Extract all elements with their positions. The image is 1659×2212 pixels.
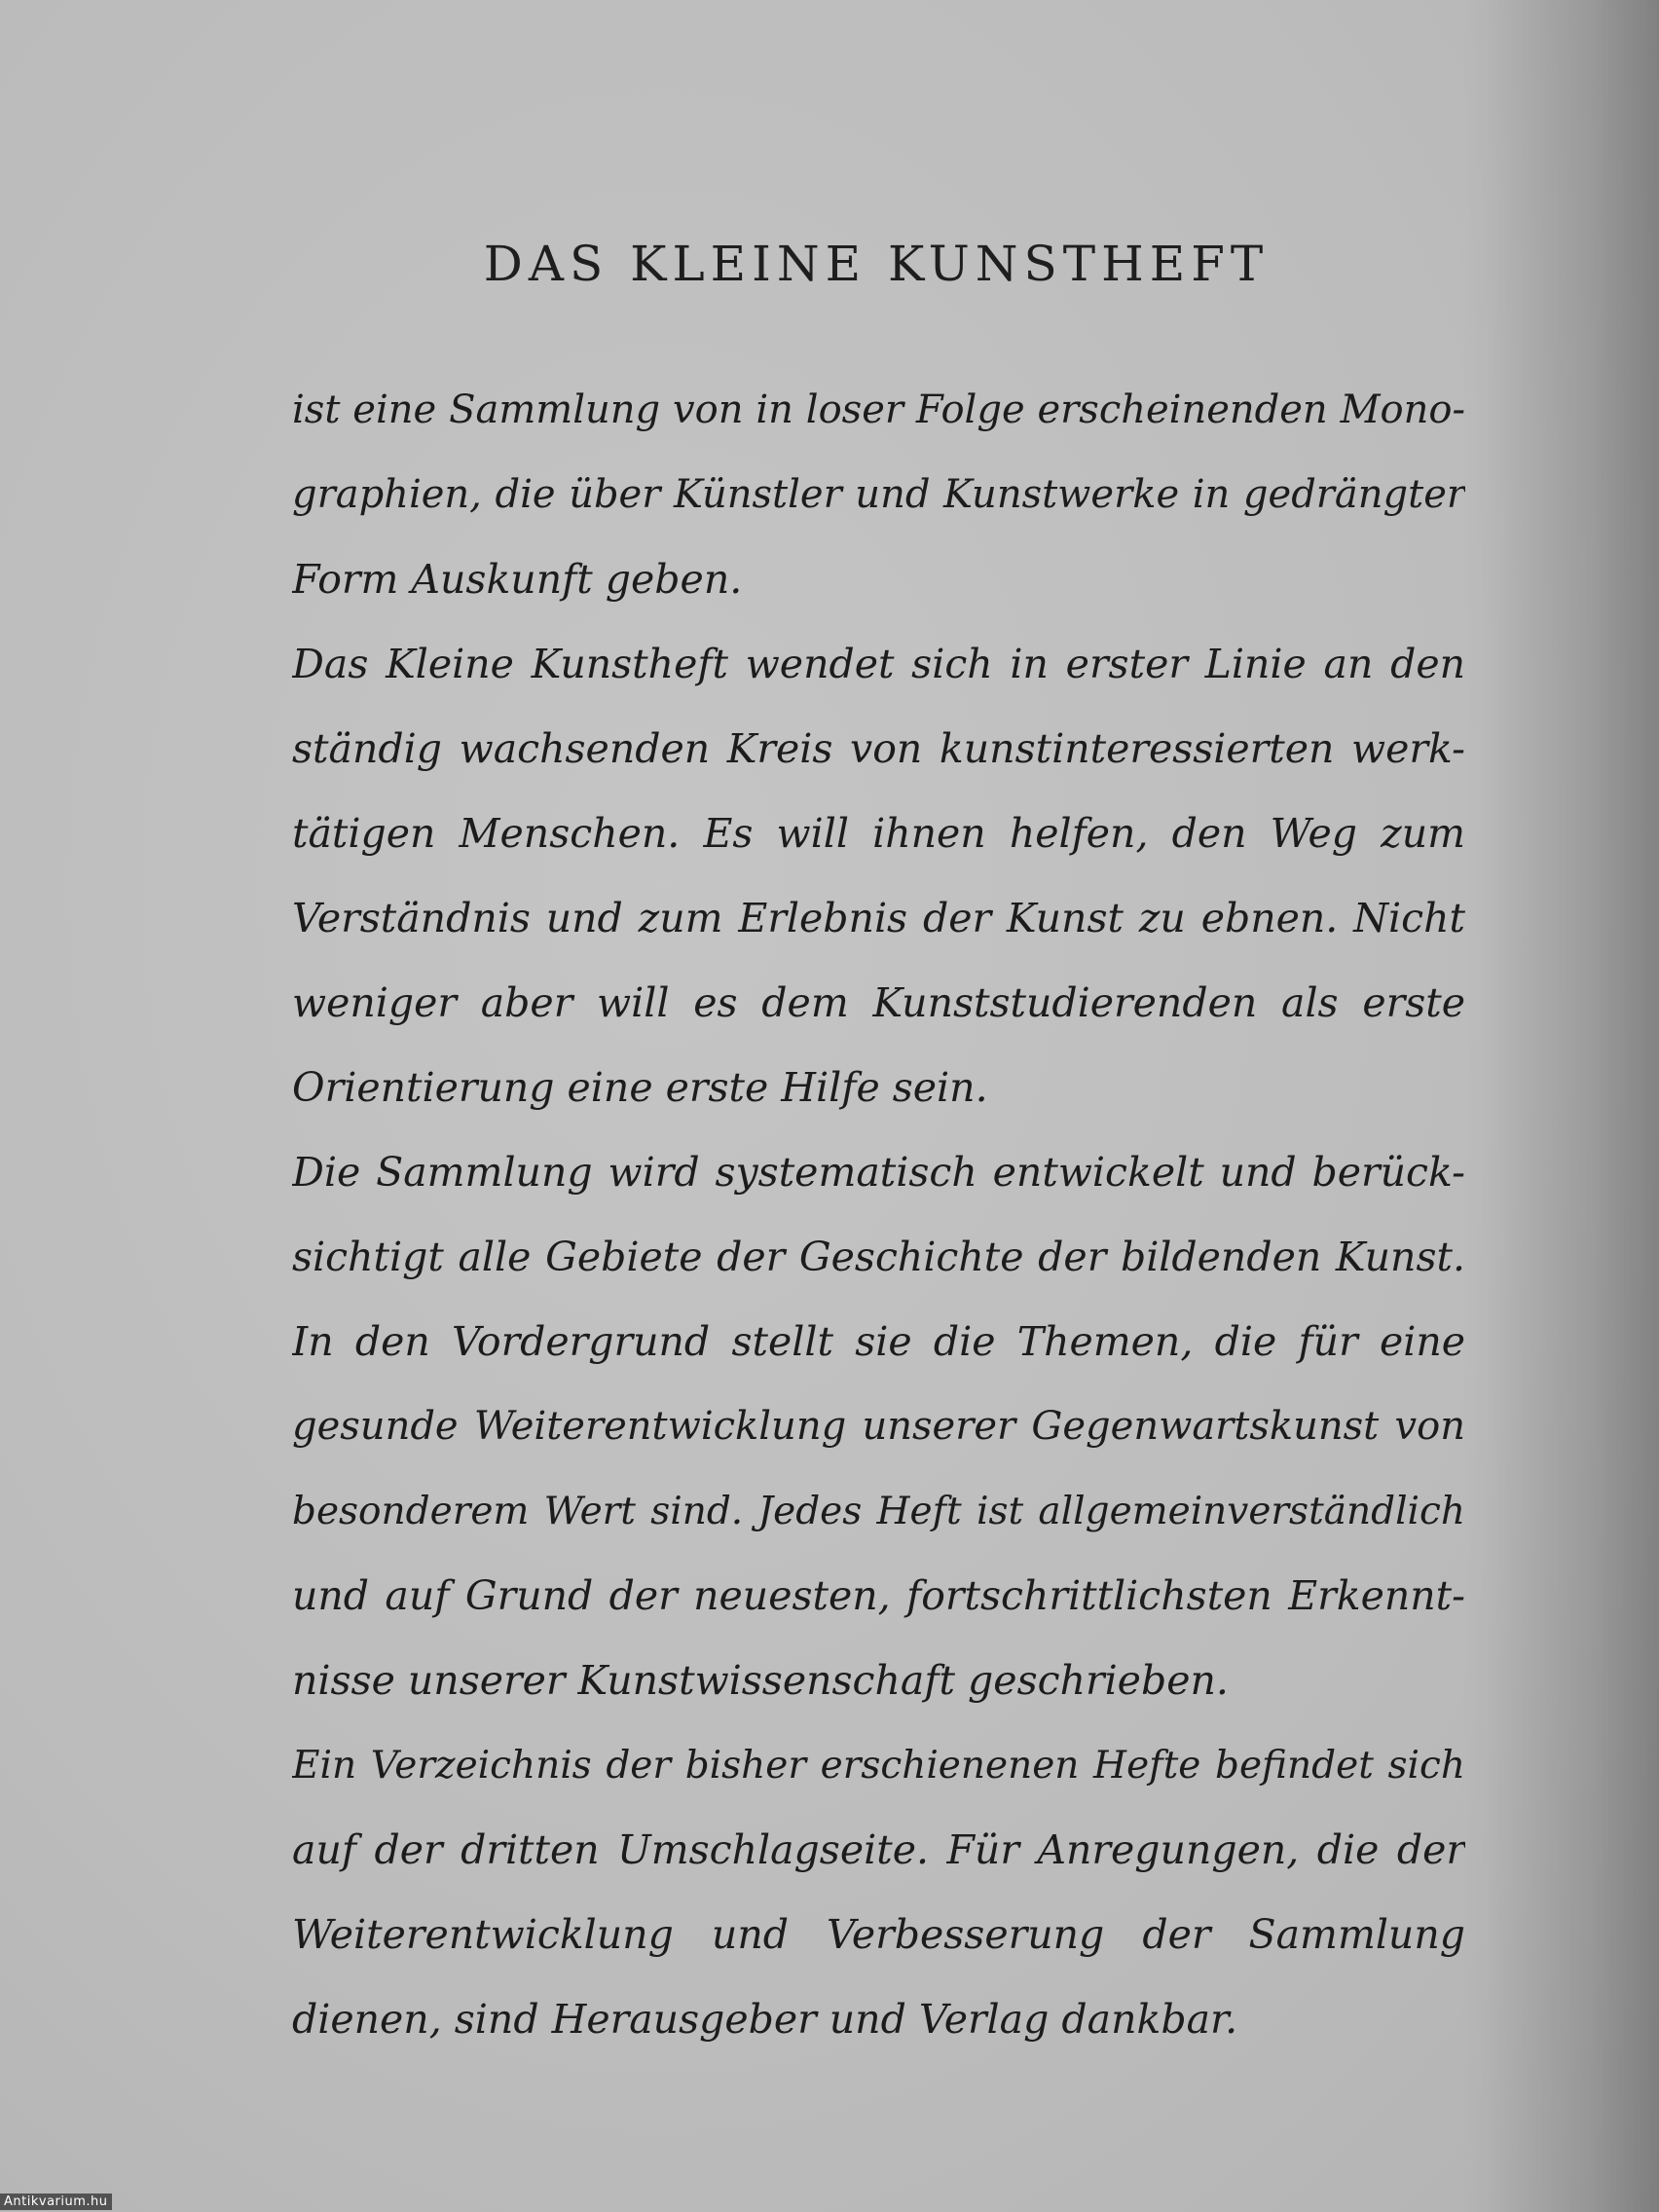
text-line: Ein Verzeichnis der bisher erschienenen Hefte befindet sich <box>292 1744 1465 1788</box>
text-line: ständig wachsenden Kreis von kunstinteressierten werk- <box>292 725 1465 772</box>
page-title: DAS KLEINE KUNSTHEFT <box>483 236 1270 292</box>
text-line: nisse unserer Kunstwissenschaft geschrieben. <box>292 1657 1229 1704</box>
text-line: Orientierung eine erste Hilfe sein. <box>292 1064 988 1111</box>
text-line: gesunde Weiterentwicklung unserer Gegenwartskunst von <box>292 1404 1465 1449</box>
text-line: graphien, die über Künstler und Kunstwerke in gedrängter <box>292 472 1465 517</box>
text-line: Die Sammlung wird systematisch entwickelt und berück- <box>292 1149 1465 1196</box>
page-edge-shadow <box>1484 0 1659 2212</box>
watermark-label: Antikvarium.hu <box>0 2194 112 2210</box>
text-line: tätigen Menschen. Es will ihnen helfen, den Weg zum <box>292 810 1465 857</box>
body-text <box>292 368 1465 2062</box>
text-line: ist eine Sammlung von in loser Folge erscheinenden Mono- <box>292 387 1465 432</box>
text-line: Verständnis und zum Erlebnis der Kunst zu ebnen. Nicht <box>292 895 1465 941</box>
text-line: weniger aber will es dem Kunststudierenden als erste <box>292 979 1465 1026</box>
text-line: dienen, sind Herausgeber und Verlag dankbar. <box>292 1996 1238 2043</box>
text-line: und auf Grund der neuesten, fortschrittlichsten Erkennt- <box>292 1572 1465 1619</box>
text-line: sichtigt alle Gebiete der Geschichte der bildenden Kunst. <box>292 1234 1465 1280</box>
text-line: In den Vordergrund stellt sie die Themen, die für eine <box>292 1318 1465 1365</box>
text-line: Das Kleine Kunstheft wendet sich in erster Linie an den <box>292 641 1465 687</box>
text-line: besonderem Wert sind. Jedes Heft ist allgemeinverständlich <box>292 1490 1465 1533</box>
text-line: Weiterentwicklung und Verbesserung der Sammlung <box>292 1911 1465 1958</box>
text-line: Form Auskunft geben. <box>292 556 743 603</box>
text-line: auf der dritten Umschlagseite. Für Anregungen, die der <box>292 1826 1465 1873</box>
